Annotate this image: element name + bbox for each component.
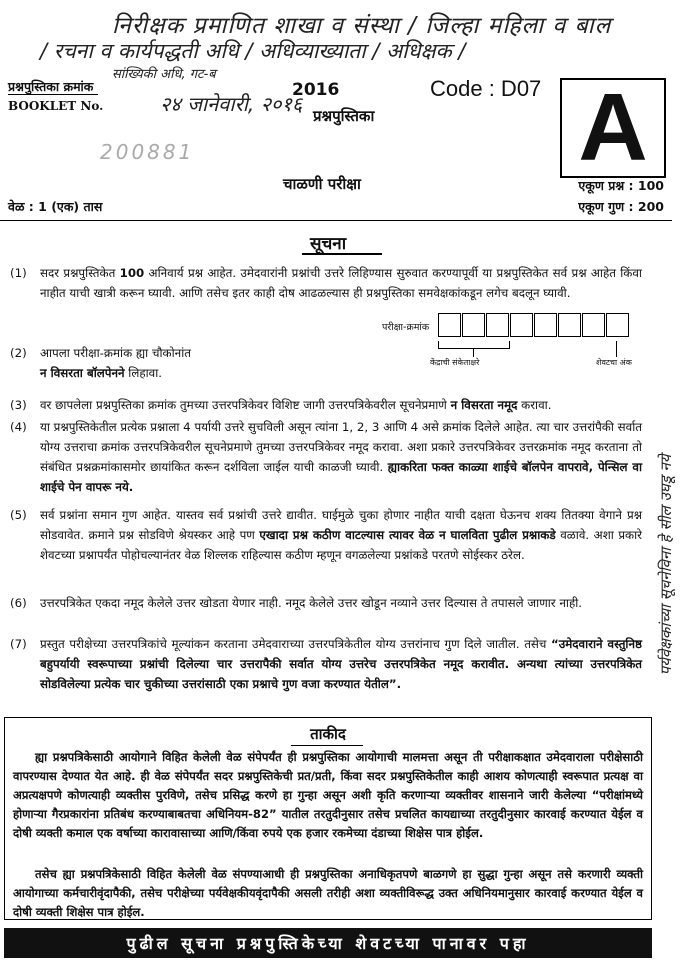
instruction-number: (6) [10, 596, 27, 610]
instruction-text: प्रस्तुत परीक्षेच्या उत्तरपत्रिकांचे मूल्यांकन करताना उमेदवाराच्या उत्तरपत्रिकेतील योग्य उत्तरांनाच गुण दिले जातील. तसेच “उमेदवाराने वस्तुनिष्ठ बहुपर्यायी स्वरूपाच्या प्रश्नांची दिलेल्या चार उत्तरापैकी सर्वात योग्य उत्तरेच उत्तरपत्रिकेत नमूद करावीत. अन्यथा त्यांच्या उत्तरपत्रिकेत सोडविलेल्या प्रत्येक चार चुकीच्या उत्तरांसाठी एका प्रश्नाचे गुण वजा करण्यात येतील”. [40, 637, 642, 691]
instruction-item [10, 505, 642, 565]
roll-box [438, 313, 461, 337]
instruction-text: आपला परीक्षा-क्रमांक ह्या चौकोनांत न विसरता बॉलपेनने लिहावा. [40, 346, 191, 380]
roll-number-label: परीक्षा-क्रमांक [382, 322, 430, 333]
instruction-item [10, 634, 642, 694]
booklet-code: Code : D07 [430, 76, 542, 101]
version-box [560, 74, 666, 181]
centre-code-brace [438, 341, 510, 349]
booklet-label-underline [8, 94, 98, 95]
roll-box [606, 313, 629, 337]
footer-banner: पुढील सूचना प्रश्नपुस्तिकेच्या शेवटच्या पानावर पहा [4, 928, 652, 958]
warning-title-underline [291, 745, 363, 746]
handwritten-post-line-3: सांख्यिकी अधि, गट-ब [112, 67, 216, 82]
header-divider [0, 220, 672, 221]
warning-title: ताकीद [310, 725, 346, 743]
booklet-title: प्रश्नपुस्तिका [313, 107, 375, 125]
total-questions: एकूण प्रश्न : 100 [578, 178, 664, 193]
instruction-number: (4) [10, 420, 27, 434]
instruction-item [10, 417, 642, 497]
warning-box [4, 717, 652, 920]
roll-number-grid [380, 311, 642, 369]
last-digit-pointer [616, 341, 617, 357]
instruction-item [10, 343, 370, 383]
instruction-number: (5) [10, 508, 27, 522]
instructions-title: सूचना [310, 234, 347, 254]
handwritten-post-line-1: निरीक्षक प्रमाणित शाखा व संस्था / जिल्हा महिला व बाल [112, 13, 612, 39]
roll-box [462, 313, 485, 337]
instruction-text: सदर प्रश्नपुस्तिकेत 100 अनिवार्य प्रश्न आहेत. उमेदवारांनी प्रश्नांची उत्तरे लिहिण्यास सुरुवात करण्यापूर्वी या प्रश्नपुस्तिकेत सर्व प्रश्न आहेत किंवा नाहीत याची खात्री करून घ्यावी. आणि तसेच इतर काही दोष आढळल्यास ही प्रश्नपुस्तिका समवेक्षकांकडून लगेच बदलून घ्यावी. [40, 266, 642, 300]
instruction-text: उत्तरपत्रिकेत एकदा नमूद केलेले उत्तर खोडता येणार नाही. नमूद केलेले उत्तर खोडून नव्याने उत्तर दिल्यास ते तपासले जाणार नाही. [40, 596, 583, 610]
instruction-item [10, 263, 642, 303]
instruction-number: (2) [10, 346, 27, 360]
version-letter: A [578, 74, 648, 181]
exam-year: 2016 [292, 80, 340, 100]
roll-box [486, 313, 509, 337]
warning-paragraph-2: तसेच ह्या प्रश्नपत्रिकेसाठी विहित केलेली वेळ संपण्याआधी ही प्रश्नपुस्तिका अनाधिकृतपणे बाळगणे हा सुद्धा गुन्हा असून तसे करणारी व्यक्ती आयोगाच्या कर्मचारीवृंदापैकी, तसेच परीक्षेच्या पर्यवेक्षकीयवृंदापैकी असली तरीही अशा व्यक्तीविरूद्ध उक्त अधिनियमानुसार कारवाई करण्यात येईल व दोषी व्यक्ती शिक्षेस पात्र होईल. [13, 867, 643, 919]
side-handwritten-note [652, 415, 680, 715]
centre-code-caption: केंद्राची संकेताक्षरे [430, 358, 480, 367]
roll-box [582, 313, 605, 337]
booklet-label-marathi: प्रश्नपुस्तिका क्रमांक [8, 79, 94, 94]
serial-number: 200881 [100, 140, 195, 164]
warning-paragraph-1: ह्या प्रश्नपत्रिकेसाठी आयोगाने विहित केलेली वेळ संपेपर्यंत ही प्रश्नपुस्तिका आयोगाची मालमत्ता असून ती परीक्षाकक्षात उमेदवाराला परीक्षेसाठी वापरण्यास देण्यात येत आहे. ही वेळ संपेपर्यंत सदर प्रश्नपुस्तिकेची प्रत/प्रती, किंवा सदर प्रश्नपुस्तिकेतील काही आशय कोणत्याही स्वरूपात प्रत्यक्ष वा अप्रत्यक्षपणे कोणत्याही व्यक्तीस पुरविणे, तसेच प्रसिद्ध करणे हा गुन्हा असून अशी कृति करणाऱ्या व्यक्तीवर शासनाने जारी केलेल्या “परीक्षांमध्ये होणाऱ्या गैरप्रकारांना प्रतिबंध करण्याबाबतचा अधिनियम-82” यातील तरतुदीनुसार तसेच प्रचलित कायद्याच्या तरतुदीनुसार कारवाई करण्यात येईल व दोषी व्यक्ती कमाल एक वर्षाच्या कारावासाच्या आणि/किंवा रुपये एक हजार रकमेच्या दंडाच्या शिक्षेस पात्र होईल. [13, 750, 643, 840]
roll-number-boxes [438, 313, 630, 337]
total-marks: एकूण गुण : 200 [578, 199, 664, 214]
instruction-text: वर छापलेला प्रश्नपुस्तिका क्रमांक तुमच्या उत्तरपत्रिकेवर विशिष्ट जागी उत्तरपत्रिकेवरील सूचनेप्रमाणे न विसरता नमूद करावा. [40, 398, 552, 412]
side-note-text: पर्यवेक्षकांच्या सूचनेविना हे सील उघडू नये [657, 454, 675, 676]
exam-time: वेळ : 1 (एक) तास [8, 199, 103, 214]
instruction-item [10, 593, 642, 613]
instruction-number: (3) [10, 398, 27, 412]
instructions-title-underline [302, 253, 382, 255]
instruction-item [10, 395, 642, 415]
instruction-number: (7) [10, 637, 27, 651]
instruction-text: या प्रश्नपुस्तिकेतील प्रत्येक प्रश्नाला 4 पर्यायी उत्तरे सुचविली असून त्यांना 1, 2, 3 आणि 4 असे क्रमांक दिलेले आहेत. त्या चार उत्तरांपैकी सर्वात योग्य उत्तराचा क्रमांक उत्तरपत्रिकेवरील सूचनेप्रमाणे तुमच्या उत्तरपत्रिकेवर नमूद करावा. अशा प्रकारे उत्तरपत्रिकेवर उत्तरक्रमांक नमूद करताना तो संबंधित प्रश्नक्रमांकासमोर छायांकित करून दर्शविला जाईल याची काळजी घ्यावी. ह्याकरिता फक्त काळ्या शाईचे बॉलपेन वापरावे, पेन्सिल वा शाईचे पेन वापरू नये. [40, 420, 642, 494]
centre-code-pointer [473, 349, 474, 357]
roll-box [534, 313, 557, 337]
last-digit-caption: शेवटचा अंक [596, 358, 632, 367]
handwritten-post-line-2: / रचना व कार्यपद्धती अधि / अधिव्याख्याता / अधिक्षक / [40, 39, 466, 63]
booklet-label-english: BOOKLET No. [8, 99, 104, 113]
instruction-text: सर्व प्रश्नांना समान गुण आहेत. यास्तव सर्व प्रश्नांची उत्तरे द्यावीत. घाईमुळे चुका होणार नाहीत याची दक्षता घेऊनच शक्य तितक्या वेगाने प्रश्न सोडवावेत. क्रमाने प्रश्न सोडविणे श्रेयस्कर आहे पण एखादा प्रश्न कठीण वाटल्यास त्यावर वेळ न घालविता पुढील प्रश्नाकडे वळावे. अशा प्रकारे शेवटच्या प्रश्नापर्यंत पोहोचल्यानंतर वेळ शिल्लक राहिल्यास कठीण म्हणून वगळलेल्या प्रश्नांकडे परतणे सोईस्कर ठरेल. [40, 508, 642, 562]
exam-name: चाळणी परीक्षा [283, 175, 361, 193]
roll-box [510, 313, 533, 337]
roll-box [558, 313, 581, 337]
handwritten-date: २४ जानेवारी, २०१६ [160, 92, 303, 116]
instruction-number: (1) [10, 266, 27, 280]
